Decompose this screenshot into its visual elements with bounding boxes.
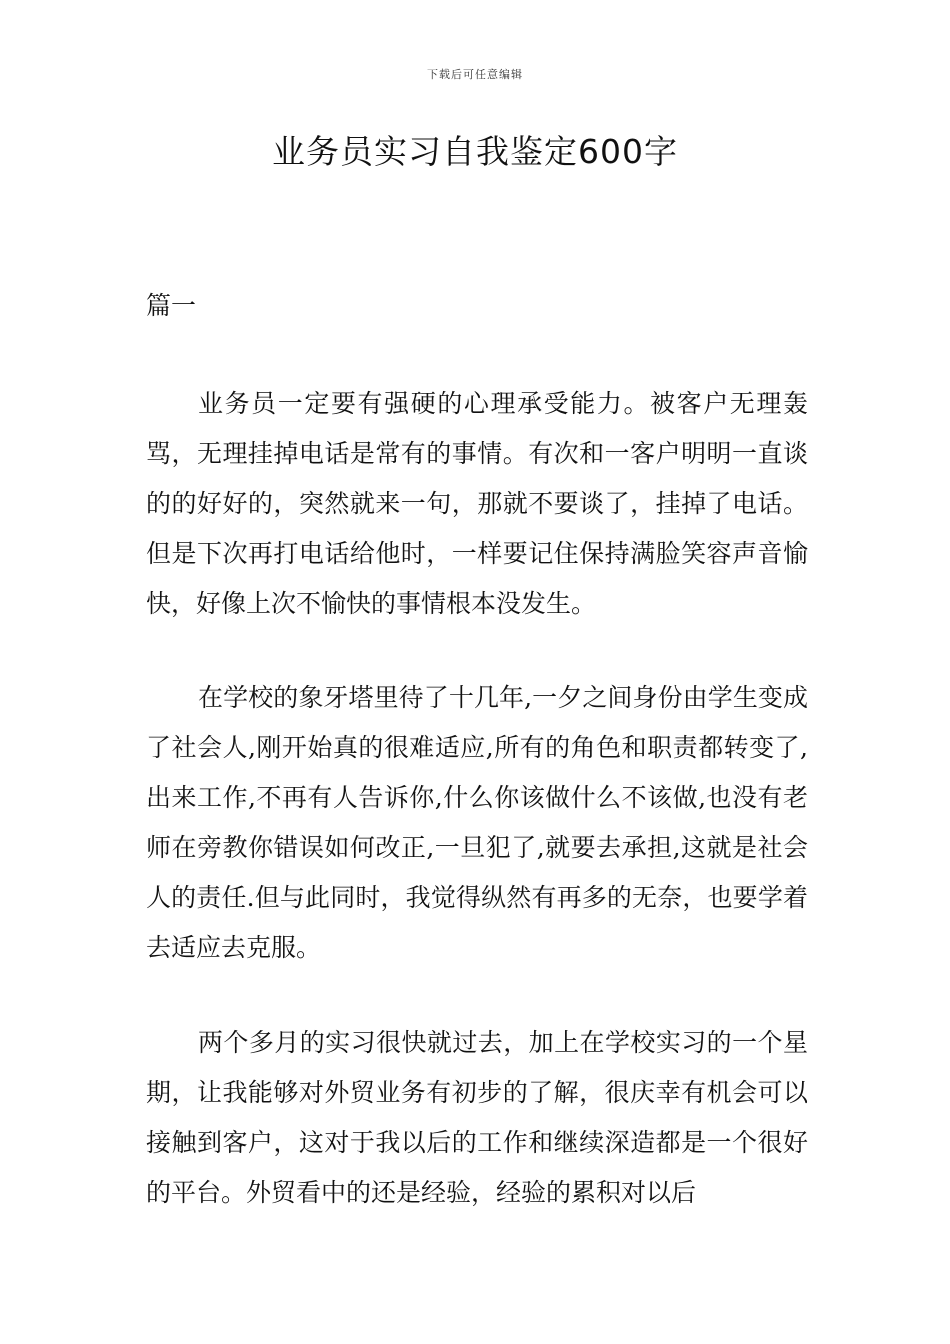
paragraph-text: 在学校的象牙塔里待了十几年,一夕之间身份由学生变成了社会人,刚开始真的很难适应,所有的角色和职责都转变了,出来工作,不再有人告诉你,什么你该做什么不该做,也没有老师在旁教你错误如何改正,一旦犯了,就要去承担,这就是社会人的责任.但与此同时，我觉得纵然有再多的无奈，也要学着去适应去克服。 bbox=[146, 683, 808, 962]
paragraph-1 bbox=[146, 379, 808, 629]
paragraph-2 bbox=[146, 673, 808, 973]
header-note: 下载后可任意编辑 bbox=[427, 68, 523, 81]
document-title: 业务员实习自我鉴定600字 bbox=[272, 132, 678, 171]
section-label: 篇一 bbox=[146, 291, 197, 320]
paragraph-3 bbox=[146, 1018, 808, 1218]
paragraph-text: 两个多月的实习很快就过去，加上在学校实习的一个星期，让我能够对外贸业务有初步的了解，很庆幸有机会可以接触到客户，这对于我以后的工作和继续深造都是一个很好的平台。外贸看中的还是经验，经验的累积对以后 bbox=[146, 1028, 808, 1207]
paragraph-text: 业务员一定要有强硬的心理承受能力。被客户无理轰骂，无理挂掉电话是常有的事情。有次和一客户明明一直谈的的好好的，突然就来一句，那就不要谈了，挂掉了电话。但是下次再打电话给他时，一样要记住保持满脸笑容声音愉快，好像上次不愉快的事情根本没发生。 bbox=[146, 389, 808, 618]
